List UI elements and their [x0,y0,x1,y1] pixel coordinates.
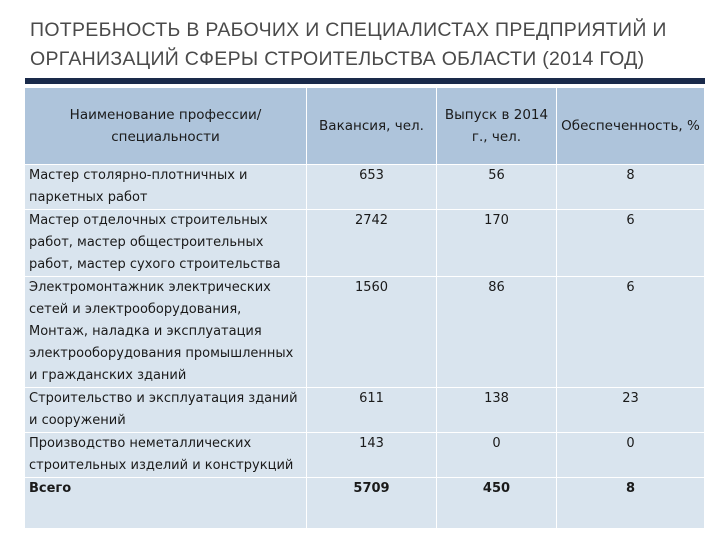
title-line-2: ОРГАНИЗАЦИЙ СФЕРЫ СТРОИТЕЛЬСТВА ОБЛАСТИ (2014 ГОД) [30,48,645,70]
title-line-1: ПОТРЕБНОСТЬ В РАБОЧИХ И СПЕЦИАЛИСТАХ ПРЕДПРИЯТИЙ И [30,19,667,41]
cell-profession: Мастер отделочных строительных работ, мастер общестроительных работ, мастер сухого строительства [25,209,307,276]
cell-graduates: 56 [437,164,557,209]
cell-graduates: 170 [437,209,557,276]
cell-vacancies: 143 [307,432,437,477]
cell-coverage: 6 [557,209,705,276]
table-total-row [25,477,705,528]
cell-profession: Мастер столярно-плотничных и паркетных работ [25,164,307,209]
cell-graduates: 0 [437,432,557,477]
title-divider [25,78,705,84]
cell-coverage: 8 [557,164,705,209]
cell-coverage: 6 [557,276,705,387]
staffing-table [25,88,705,528]
total-coverage: 8 [557,477,705,528]
cell-graduates: 86 [437,276,557,387]
cell-vacancies: 653 [307,164,437,209]
header-coverage: Обеспеченность, % [557,88,705,164]
table-row [25,209,705,276]
table-row [25,276,705,387]
total-label: Всего [25,477,307,528]
total-vacancies: 5709 [307,477,437,528]
cell-graduates: 138 [437,387,557,432]
table-row [25,432,705,477]
cell-coverage: 0 [557,432,705,477]
header-profession: Наименование профессии/специальности [25,88,307,164]
total-graduates: 450 [437,477,557,528]
table-row [25,164,705,209]
header-vacancies: Вакансия, чел. [307,88,437,164]
table-header-row [25,88,705,164]
cell-vacancies: 611 [307,387,437,432]
cell-profession: Строительство и эксплуатация зданий и сооружений [25,387,307,432]
cell-profession: Электромонтажник электрических сетей и электрооборудования, Монтаж, наладка и эксплуатация электрооборудования промышленных и гражданских зданий [25,276,307,387]
cell-vacancies: 1560 [307,276,437,387]
cell-vacancies: 2742 [307,209,437,276]
table-row [25,387,705,432]
cell-coverage: 23 [557,387,705,432]
cell-profession: Производство неметаллических строительных изделий и конструкций [25,432,307,477]
header-graduates: Выпуск в 2014 г., чел. [437,88,557,164]
page-title [30,16,700,74]
